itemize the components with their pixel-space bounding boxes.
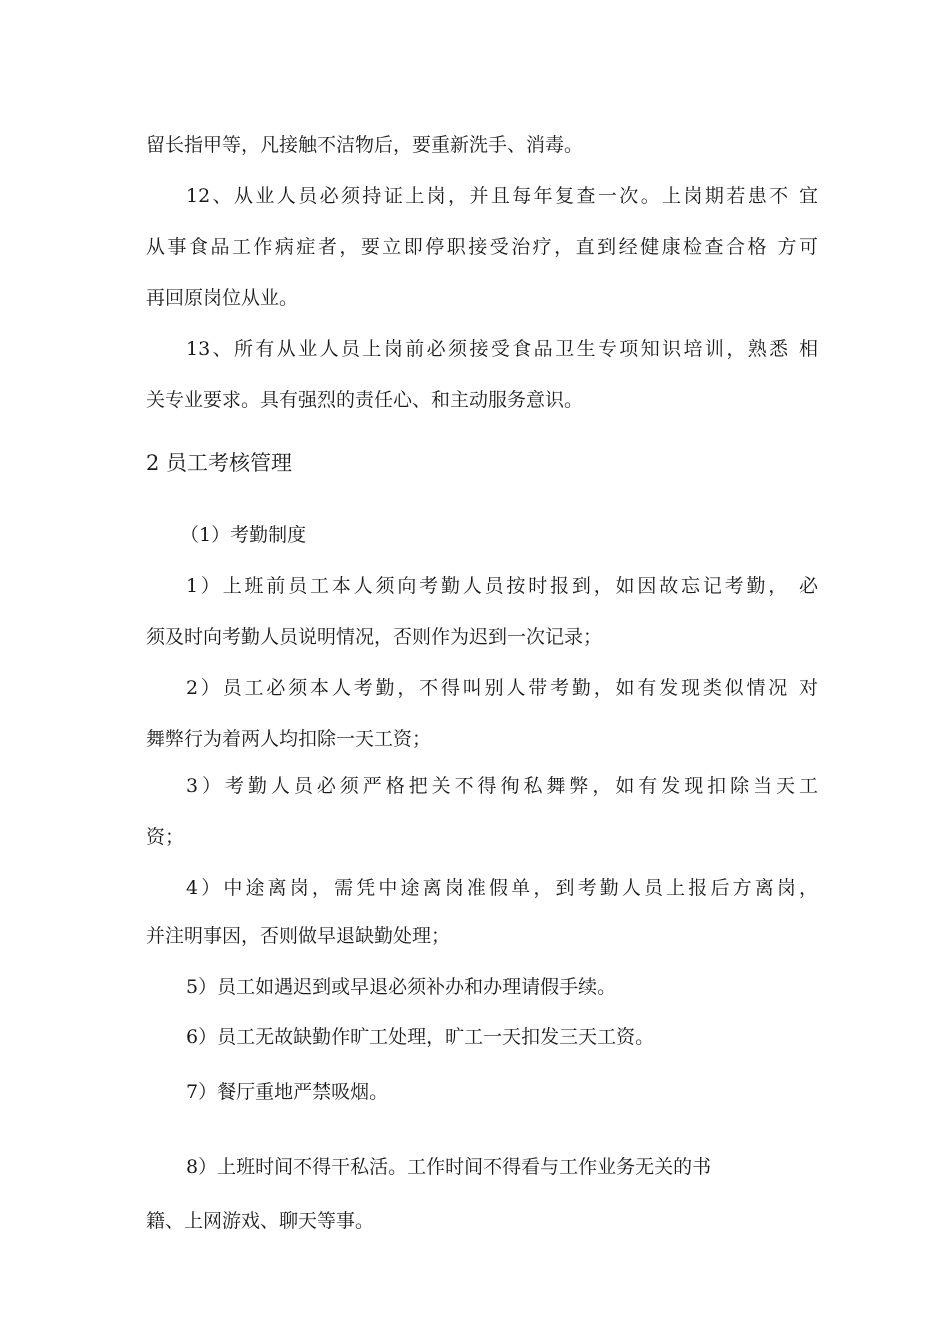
paragraph-line: 资； <box>146 826 185 848</box>
section-heading: 2 员工考核管理 <box>146 451 293 475</box>
paragraph-line: 须及时向考勤人员说明情况，否则作为迟到一次记录； <box>146 626 603 648</box>
paragraph-line: 关专业要求。具有强烈的责任心、和主动服务意识。 <box>146 389 584 411</box>
paragraph-line: 4）中途离岗，需凭中途离岗准假单，到考勤人员上报后方离岗， <box>186 877 818 899</box>
paragraph-line: 籍、上网游戏、聊天等事。 <box>146 1210 375 1232</box>
paragraph-line: 6）员工无故缺勤作旷工处理，旷工一天扣发三天工资。 <box>186 1026 655 1048</box>
paragraph-line: 8）上班时间不得干私活。工作时间不得看与工作业务无关的书 <box>186 1156 712 1178</box>
paragraph-line: 7）餐厅重地严禁吸烟。 <box>186 1081 389 1103</box>
paragraph-line: 13、所有从业人员上岗前必须接受食品卫生专项知识培训，熟悉 相 <box>186 338 818 360</box>
subsection-heading: （1）考勤制度 <box>180 524 307 546</box>
paragraph-line: 留长指甲等，凡接触不洁物后，要重新洗手、消毒。 <box>146 134 584 156</box>
paragraph-line: 2）员工必须本人考勤，不得叫别人带考勤，如有发现类似情况 对 <box>186 677 818 699</box>
paragraph-line: 舞弊行为着两人均扣除一天工资； <box>146 728 432 750</box>
paragraph-line: 1）上班前员工本人须向考勤人员按时报到，如因故忘记考勤， 必 <box>186 575 818 597</box>
paragraph-line: 再回原岗位从业。 <box>146 287 299 309</box>
paragraph-line: 12、从业人员必须持证上岗，并且每年复查一次。上岗期若患不 宜 <box>186 185 818 207</box>
paragraph-line: 并注明事因，否则做早退缺勤处理； <box>146 925 451 947</box>
paragraph-line: 5）员工如遇迟到或早退必须补办和办理请假手续。 <box>186 976 617 998</box>
paragraph-line: 3）考勤人员必须严格把关不得徇私舞弊，如有发现扣除当天工 <box>186 775 818 797</box>
paragraph-line: 从事食品工作病症者，要立即停职接受治疗，直到经健康检查合格 方可 <box>146 236 818 258</box>
